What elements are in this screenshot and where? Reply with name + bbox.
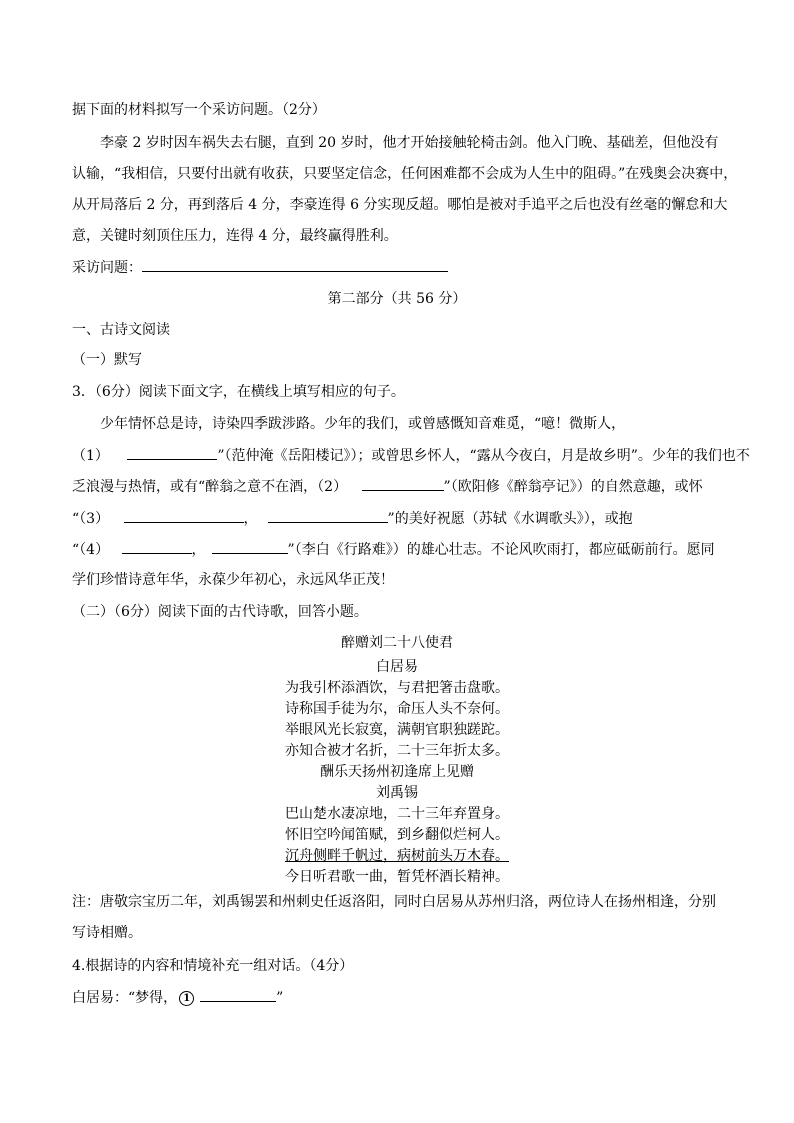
- material-line-2: 认输，“我相信，只要付出就有收获，只要坚定信念，任何困难都不会成为人生中的阻碍。”在残奥会决赛中，: [72, 166, 738, 182]
- q3-blank-3b[interactable]: [268, 508, 388, 523]
- poem1-line-1: 为我引杯添酒饮，与君把箸击盘歌。: [285, 680, 509, 696]
- part-two-title: 第二部分（共 56 分）: [327, 291, 467, 307]
- subsection-dictation: （一）默写: [72, 352, 142, 368]
- material-line-3: 从开局落后 2 分，再到落后 4 分，李豪连得 6 分实现反超。哪怕是被对手追平之后也没有丝毫的懈怠和大: [72, 197, 728, 213]
- poem2-line-2: 怀旧空吟闻笛赋，到乡翻似烂柯人。: [285, 827, 509, 843]
- q3-blank-2[interactable]: [362, 476, 444, 491]
- q3-line-2-text: ”（范仲淹《岳阳楼记》）；或曾思乡怀人，“露从今夜白，月是故乡明”。少年的我们也不: [217, 448, 750, 464]
- q3-blank-1[interactable]: [127, 445, 217, 460]
- q3-comma: ，: [243, 511, 258, 527]
- q3-line-4-tail: ”的美好祝愿（苏轼《水调歌头》），或抱: [387, 511, 633, 527]
- note-line-2: 写诗相赠。: [72, 925, 142, 941]
- q3-blank-3-label: “（3）: [72, 511, 110, 527]
- q4-speaker: 白居易：“梦得，: [72, 990, 178, 1006]
- section-heading: 一、古诗文阅读: [72, 322, 170, 338]
- q4-dialogue: [72, 987, 283, 1008]
- q3-blank-3a[interactable]: [124, 508, 244, 523]
- q4-prompt: 4.根据诗的内容和情境补充一组对话。（4分）: [72, 958, 354, 974]
- poem2-line-3-underlined: 沉舟侧畔千帆过，病树前头万木春。: [285, 848, 509, 864]
- q3-blank-4a[interactable]: [122, 539, 192, 554]
- q3-prompt: 3．（6分）阅读下面文字，在横线上填写相应的句子。: [72, 384, 405, 400]
- q3-line-3-text: 乏浪漫与热情，或有“醉翁之意不在酒，（2）: [72, 479, 348, 495]
- q3-line-6: 学们珍惜诗意年华，永葆少年初心，永远风华正茂！: [72, 572, 394, 588]
- q3-line-3: [72, 476, 703, 497]
- poem2-line-1: 巴山楚水凄凉地，二十三年弃置身。: [285, 806, 509, 822]
- q3-line-3-tail: ”（欧阳修《醉翁亭记》）的自然意趣，或怀: [443, 479, 703, 495]
- poem2-line-3: [0, 846, 794, 866]
- q3-blank-4b[interactable]: [212, 539, 288, 554]
- interview-prompt: 据下面的材料拟写一个采访问题。（2分）: [72, 102, 326, 118]
- poem2-title: 酬乐天扬州初逢席上见赠: [320, 764, 474, 780]
- interview-answer-label: 采访问题：: [72, 260, 142, 276]
- poem1-line-4: 亦知合被才名折，二十三年折太多。: [285, 743, 509, 759]
- poem2-author: 刘禹锡: [376, 785, 418, 801]
- note-line-1: 注：唐敬宗宝历二年，刘禹锡罢和州刺史任返洛阳，同时白居易从苏州归洛，两位诗人在扬州相逢，分别: [72, 894, 716, 910]
- q3-comma-2: ，: [191, 542, 206, 558]
- q3-blank-1-label: （1）: [72, 448, 109, 464]
- poem1-line-3: 举眼风光长寂寞，满朝官职独蹉跎。: [285, 722, 509, 738]
- interview-answer-blank[interactable]: [142, 257, 448, 272]
- q4-close-quote: ”: [276, 990, 284, 1006]
- circled-number-icon: 1: [179, 991, 194, 1006]
- poem2-line-4: 今日听君歌一曲，暂凭杯酒长精神。: [285, 869, 509, 885]
- material-line-1: 李豪 2 岁时因车祸失去右腿，直到 20 岁时，他才开始接触轮椅击剑。他入门晚、基础差，但他没有: [100, 135, 719, 151]
- q4-blank-1[interactable]: [200, 987, 276, 1002]
- material-line-4: 意，关键时刻顶住压力，连得 4 分，最终赢得胜利。: [72, 228, 398, 244]
- q3-line-4: [72, 508, 633, 529]
- poem1-line-2: 诗称国手徒为尔，命压人头不奈何。: [285, 701, 509, 717]
- q3-blank-4-label: “（4）: [72, 542, 110, 558]
- q3-line-5-tail: ”（李白《行路难》）的雄心壮志。不论风吹雨打，都应砥砺前行。愿同: [287, 542, 715, 558]
- interview-answer-row: [72, 257, 448, 278]
- poem1-title: 醉赠刘二十八使君: [341, 635, 453, 651]
- q3-line-1: 少年情怀总是诗，诗染四季跋涉路。少年的我们，或曾感慨知音难觅，“噫！微斯人，: [100, 416, 626, 432]
- subsection-poetry: （二）（6分）阅读下面的古代诗歌，回答小题。: [72, 604, 368, 620]
- q3-line-2: [72, 445, 750, 466]
- q3-line-5: [72, 539, 715, 560]
- poem1-author: 白居易: [376, 659, 418, 675]
